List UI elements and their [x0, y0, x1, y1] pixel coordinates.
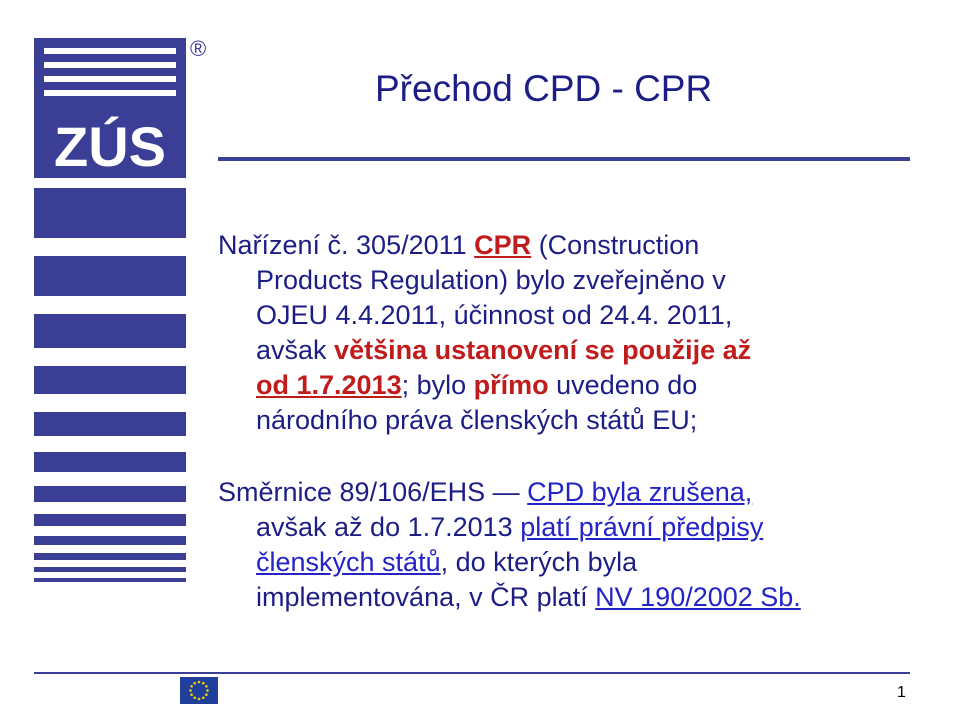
cpr-highlight: CPR: [474, 230, 532, 260]
date-highlight: od 1.7.2013: [256, 370, 402, 400]
title-divider: [218, 157, 910, 161]
zus-logo-icon: [34, 38, 186, 178]
text: avšak až do 1.7.2013: [256, 512, 521, 542]
page-number: 1: [897, 684, 906, 701]
underlined-text: členských států: [256, 547, 441, 577]
highlight: přímo: [473, 370, 549, 400]
paragraph-cpr: [218, 228, 898, 438]
text: Nařízení č. 305/2011: [218, 230, 475, 260]
text: Směrnice 89/106/EHS ―: [218, 477, 528, 507]
text: ; bylo: [401, 370, 474, 400]
text-line: Products Regulation) bylo zveřejněno v: [256, 265, 726, 295]
text: implementována, v ČR platí: [256, 582, 596, 612]
text-line: OJEU 4.4.2011, účinnost od 24.4. 2011,: [256, 300, 733, 330]
paragraph-cpd: [218, 475, 918, 615]
text: , do kterých byla: [440, 547, 638, 577]
logo-text: ZÚS: [54, 115, 166, 178]
footer-divider: [34, 672, 910, 674]
underlined-text: NV 190/2002 Sb.: [595, 582, 801, 612]
decorative-stripes: [34, 188, 186, 582]
underlined-text: CPD byla zrušena,: [527, 477, 753, 507]
eu-flag-icon: [180, 677, 218, 704]
registered-mark: ®: [190, 36, 207, 61]
text: uvedeno do: [548, 370, 698, 400]
text-line: národního práva členských států EU;: [256, 405, 698, 435]
highlight: většina ustanovení se použije až: [334, 335, 752, 365]
slide-title: Přechod CPD - CPR: [375, 68, 713, 109]
text: (Construction: [531, 230, 700, 260]
underlined-text: platí právní předpisy: [520, 512, 764, 542]
text: avšak: [256, 335, 335, 365]
